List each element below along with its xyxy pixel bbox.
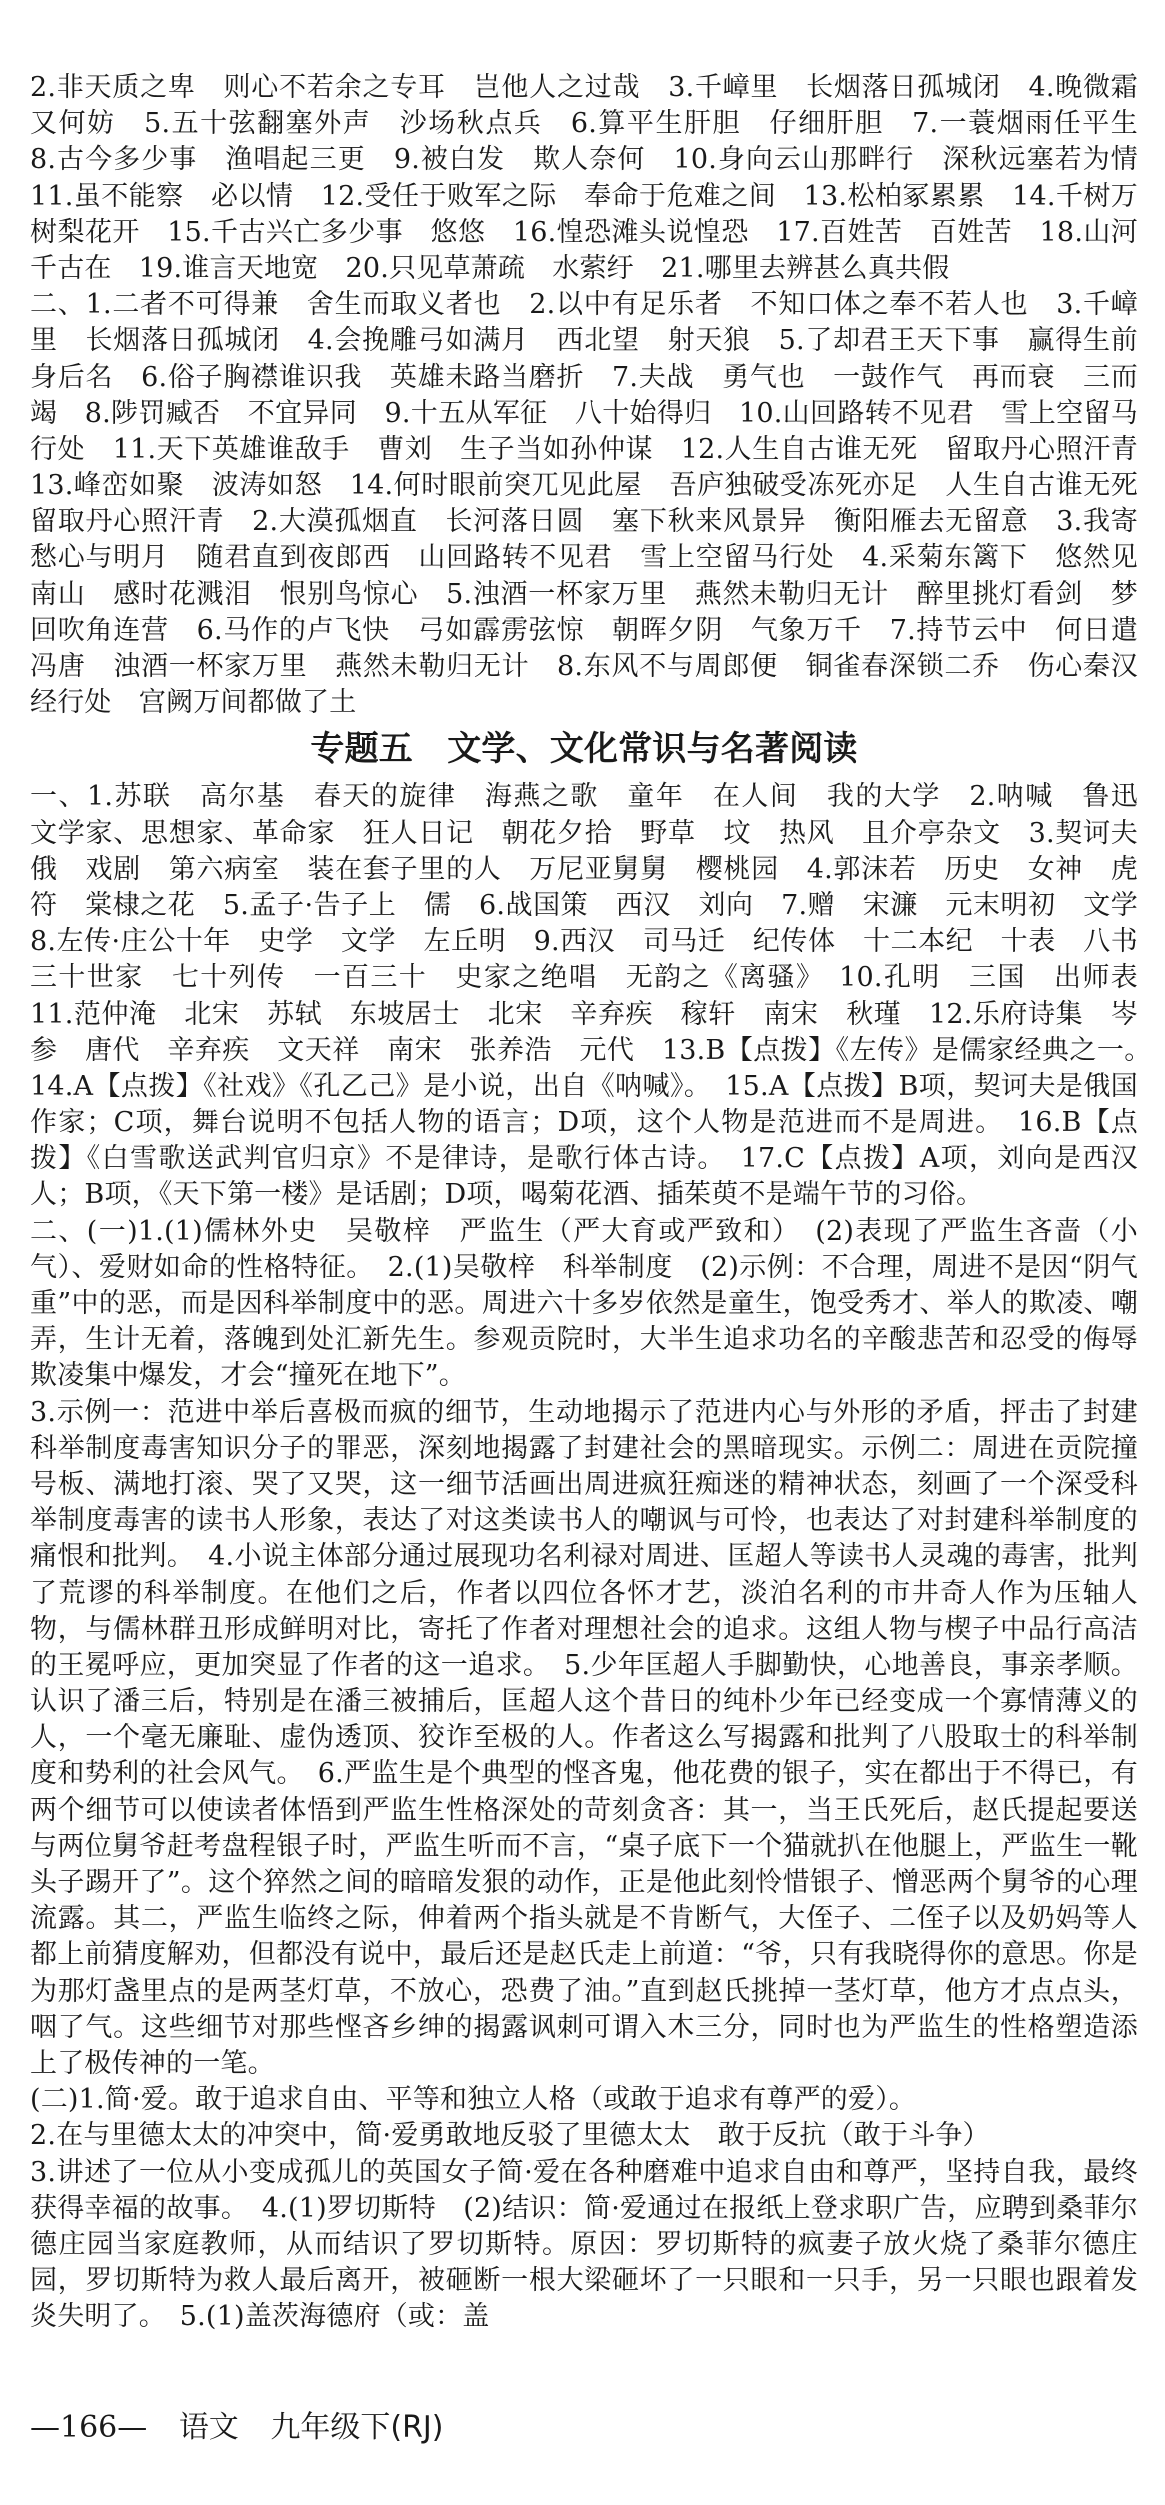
answer-paragraph: 二、(一)1.(1)儒林外史 吴敬梓 严监生（严大育或严致和） (2)表现了严监生吝啬（小气）、爱财如命的性格特征。 2.(1)吴敬梓 科举制度 (2)示例：不合理，周进不是因“阴气重”中的恶，而是因科举制度中的恶。周进六十多岁依然是童生，饱受秀才、举人的欺凌、嘲弄，生计无着，落魄到处汇新先生。参观贡院时，大半生追求功名的辛酸悲苦和忍受的侮辱欺凌集中爆发，才会“撞死在地下”。	[30, 1215, 1138, 1392]
section-heading: 专题五 文学、文化常识与名著阅读	[310, 729, 858, 770]
answer-paragraph: 2.在与里德太太的冲突中，简·爱勇敢地反驳了里德太太 敢于反抗（敢于斗争）	[30, 2120, 990, 2152]
page-footer	[30, 2402, 465, 2446]
page-number: —166—	[30, 2410, 148, 2445]
answer-paragraph: 2.非天质之卑 则心不若余之专耳 岂他人之过哉 3.千嶂里 长烟落日孤城闭 4.晚微霜 又何妨 5.五十弦翻塞外声 沙场秋点兵 6.算平生肝胆 仔细肝胆 7.一蓑烟雨任平生 8.古今多少事 渔唱起三更 9.被白发 欺人奈何 10.身向云山那畔行 深秋远塞若为情 11.虽不能察 必以情 12.受任于败军之际 奉命于危难之间 13.松柏冢累累 14.千树万树梨花开 15.千古兴亡多少事 悠悠 16.惶恐滩头说惶恐 17.百姓苦 百姓苦 18.山河千古在 19.谁言天地宽 20.只见草萧疏 水萦纡 21.哪里去辨甚么真共假	[30, 72, 1165, 284]
subject-label: 语文	[178, 2410, 239, 2445]
answer-page	[30, 70, 1165, 2335]
answer-paragraph: 一、1.苏联 高尔基 春天的旋律 海燕之歌 童年 在人间 我的大学 2.呐喊 鲁迅 文学家、思想家、革命家 狂人日记 朝花夕拾 野草 坟 热风 且介亭杂文 3.契诃夫 俄 戏剧 第六病室 装在套子里的人 万尼亚舅舅 樱桃园 4.郭沫若 历史 女神 虎符 棠棣之花 5.孟子·告子上 儒 6.战国策 西汉 刘向 7.赠 宋濂 元末明初 文学 8.左传·庄公十年 史学 文学 左丘明 9.西汉 司马迁 纪传体 十二本纪 十表 八书 三十世家 七十列传 一百三十 史家之绝唱 无韵之《离骚》 10.孔明 三国 出师表 11.范仲淹 北宋 苏轼 东坡居士 北宋 辛弃疾 稼轩 南宋 秋瑾 12.乐府诗集 岑参 唐代 辛弃疾 文天祥 南宋 张养浩 元代 13.B【点拨】《左传》是儒家经典之一。 14.A【点拨】《社戏》《孔乙己》是小说，出自《呐喊》。 15.A【点拨】B项，契诃夫是俄国作家；C项，舞台说明不包括人物的语言；D项，这个人物是范进而不是周进。 16.B【点拨】《白雪歌送武判官归京》不是律诗，是歌行体古诗。 17.C【点拨】A项，刘向是西汉人；B项，《天下第一楼》是话剧；D项，喝菊花酒、插茱萸不是端午节的习俗。	[30, 781, 1165, 1211]
answer-paragraph: 二、1.二者不可得兼 舍生而取义者也 2.以中有足乐者 不知口体之奉不若人也 3.千嶂里 长烟落日孤城闭 4.会挽雕弓如满月 西北望 射天狼 5.了却君王天下事 赢得生前身后名 6.俗子胸襟谁识我 英雄未路当磨折 7.夫战 勇气也 一鼓作气 再而衰 三而竭 8.陟罚臧否 不宜异同 9.十五从军征 八十始得归 10.山回路转不见君 雪上空留马行处 11.天下英雄谁敌手 曹刘 生子当如孙仲谋 12.人生自古谁无死 留取丹心照汗青 13.峰峦如聚 波涛如怒 14.何时眼前突兀见此屋 吾庐独破受冻死亦足 人生自古谁无死 留取丹心照汗青 2.大漠孤烟直 长河落日圆 塞下秋来风景异 衡阳雁去无留意 3.我寄愁心与明月 随君直到夜郎西 山回路转不见君 雪上空留马行处 4.采菊东篱下 悠然见南山 感时花溅泪 恨别鸟惊心 5.浊酒一杯家万里 燕然未勒归无计 醉里挑灯看剑 梦回吹角连营 6.马作的卢飞快 弓如霹雳弦惊 朝晖夕阴 气象万千 7.持节云中 何日遣冯唐 浊酒一杯家万里 燕然未勒归无计 8.东风不与周郎便 铜雀春深锁二乔 伤心秦汉经行处 宫阙万间都做了土	[30, 289, 1165, 719]
answer-paragraph: 3.示例一：范进中举后喜极而疯的细节，生动地揭示了范进内心与外形的矛盾，抨击了封建科举制度毒害知识分子的罪恶，深刻地揭露了封建社会的黑暗现实。示例二：周进在贡院撞号板、满地打滚、哭了又哭，这一细节活画出周进疯狂痴迷的精神状态，刻画了一个深受科举制度毒害的读书人形象，表达了对这类读书人的嘲讽与可怜，也表达了对封建科举制度的痛恨和批判。 4.小说主体部分通过展现功名利禄对周进、匡超人等读书人灵魂的毒害，批判了荒谬的科举制度。在他们之后，作者以四位各怀才艺，淡泊名利的市井奇人作为压轴人物，与儒林群丑形成鲜明对比，寄托了作者对理想社会的追求。这组人物与楔子中品行高洁的王冕呼应，更加突显了作者的这一追求。 5.少年匡超人手脚勤快，心地善良，事亲孝顺。认识了潘三后，特别是在潘三被捕后，匡超人这个昔日的纯朴少年已经变成一个寡情薄义的人，一个毫无廉耻、虚伪透顶、狡诈至极的人。作者这么写揭露和批判了八股取士的科举制度和势利的社会风气。 6.严监生是个典型的悭吝鬼，他花费的银子，实在都出于不得已，有两个细节可以使读者体悟到严监生性格深处的苛刻贪吝：其一，当王氏死后，赵氏提起要送与两位舅爷赶考盘程银子时，严监生听而不言，“桌子底下一个猫就扒在他腿上，严监生一靴头子踢开了”。这个猝然之间的暗暗发狠的动作，正是他此刻怜惜银子、憎恶两个舅爷的心理流露。其二，严监生临终之际，伸着两个指头就是不肯断气，大侄子、二侄子以及奶妈等人都上前猜度解劝，但都没有说中，最后还是赵氏走上前道：“爷，只有我晓得你的意思。你是为那灯盏里点的是两茎灯草，不放心，恐费了油。”直到赵氏挑掉一茎灯草，他方才点点头，咽了气。这些细节对那些悭吝乡绅的揭露讽刺可谓入木三分，同时也为严监生的性格塑造添上了极传神的一笔。	[30, 1396, 1138, 2079]
answer-paragraph: (二)1.简·爱。敢于追求自由、平等和独立人格（或敢于追求有尊严的爱）。	[30, 2084, 917, 2116]
grade-label: 九年级下(RJ)	[270, 2410, 444, 2445]
answer-paragraph: 3.讲述了一位从小变成孤儿的英国女子简·爱在各种磨难中追求自由和尊严，坚持自我，最终获得幸福的故事。 4.(1)罗切斯特 (2)结识：简·爱通过在报纸上登求职广告，应聘到桑菲尔德庄园当家庭教师，从而结识了罗切斯特。原因：罗切斯特的疯妻子放火烧了桑菲尔德庄园，罗切斯特为救人最后离开，被砸断一根大梁砸坏了一只眼和一只手，另一只眼也跟着发炎失明了。 5.(1)盖茨海德府（或：盖	[30, 2156, 1138, 2333]
